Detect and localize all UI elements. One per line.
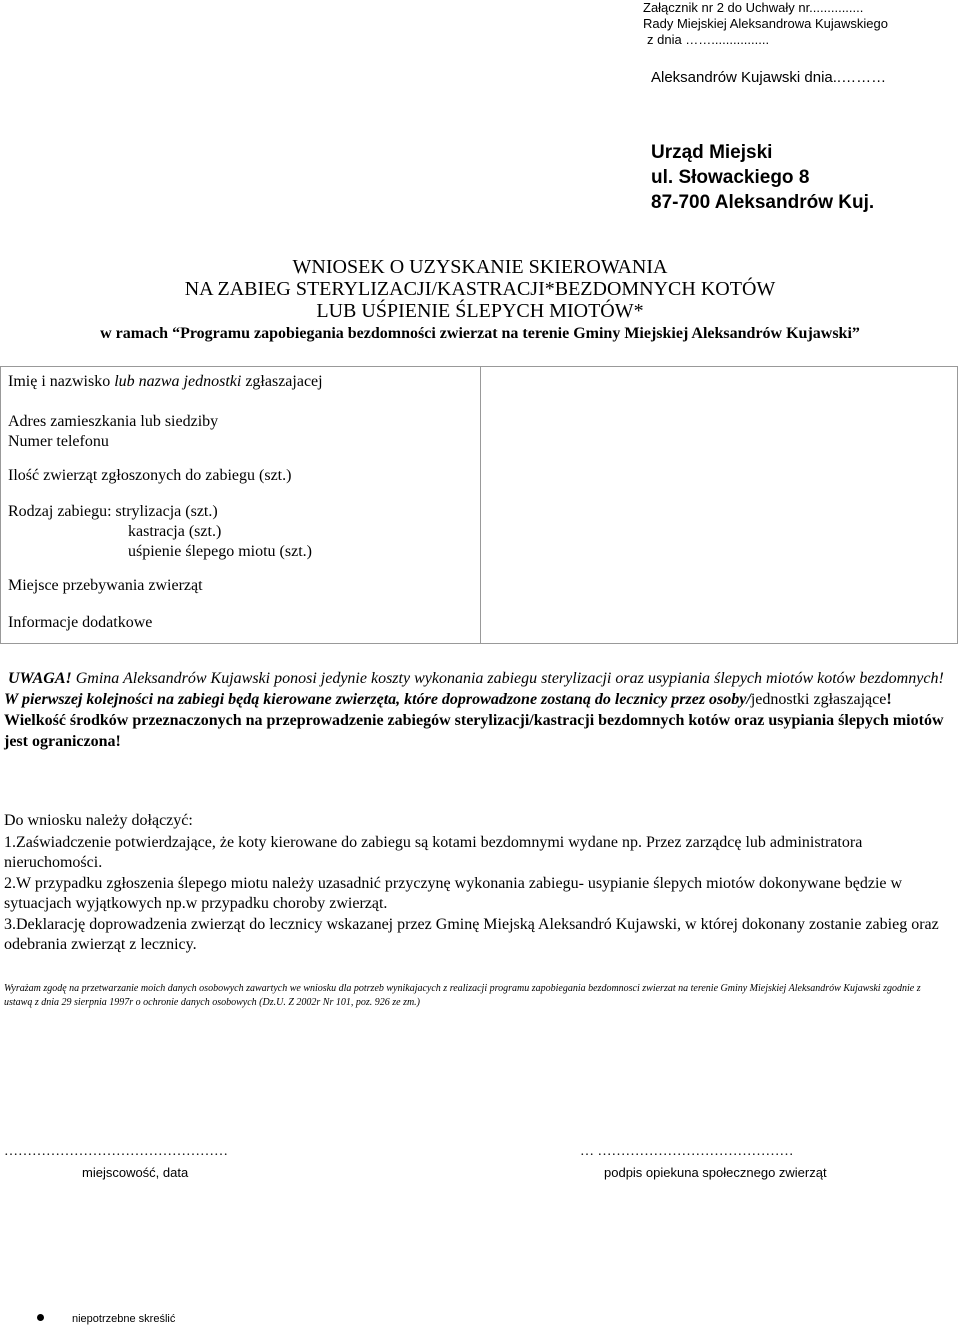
field-applicant-name-suffix: zgłaszajacej [241,373,323,390]
bullet-icon [37,1314,44,1321]
office-address [651,140,874,215]
field-applicant-name-italic: lub nazwa jednostki [114,373,242,390]
field-location-label: Miejsce przebywania zwierząt [8,577,203,594]
office-street: ul. Słowackiego 8 [651,167,810,188]
annex-line-1: Załącznik nr 2 do Uchwały nr............... [643,0,864,15]
document-subtitle: w ramach “Programu zapobiegania bezdomności zwierzat na terenie Gminy Miejskiej Aleksandrów Kujawski” [100,325,860,342]
place-date-signature-label: miejscowość, data [82,1165,189,1180]
guardian-signature-line: … …………………………………… [580,1144,794,1159]
priority-rest: jednostki zgłaszające [750,691,887,708]
field-applicant-name-label: Imię i nazwisko [8,373,115,390]
footnote-text: niepotrzebne skreślić [72,1313,176,1325]
office-city: 87-700 Aleksandrów Kuj. [651,192,875,213]
warning-label: UWAGA! [8,670,72,687]
field-additional-info-label: Informacje dodatkowe [8,614,153,631]
annex-line-3: z dnia ……................ [647,32,770,47]
attachment-item-2: 2.W przypadku zgłoszenia ślepego miotu należy uzasadnić przyczynę wykonania zabiegu- usypianie ślepych miotów dokonywane będzie w sytuacjach wyjątkowych np.w przypadku choroby zwierząt. [4,874,903,912]
funds-paragraph [4,710,944,752]
field-count-label: Ilość zwierząt zgłoszonych do zabiegu (szt.) [8,467,292,484]
annex-line-2: Rady Miejskiej Aleksandrowa Kujawskiego [643,16,888,31]
field-procedure-label: Rodzaj zabiegu: strylizacja (szt.) [8,503,218,520]
priority-text: W pierwszej kolejności na zabiegi będą kierowane zwierzęta, które doprowadzone zostaną do lecznicy przez osoby/ [4,691,751,708]
field-address-label: Adres zamieszkania lub siedziby [8,413,219,430]
guardian-signature-label: podpis opiekuna społecznego zwierząt [604,1165,827,1180]
place-date: Aleksandrów Kujawski dnia..……… [651,69,887,86]
title-line-2: NA ZABIEG STERYLIZACJI/KASTRACJI*BEZDOMNYCH KOTÓW [184,278,776,300]
data-processing-consent: Wyrażam zgodę na przetwarzanie moich danych osobowych zawartych we wniosku dla potrzeb wynikajacych z realizacji programu zapobiegania bezdomnosci zwierzat na terenie Gminy Miejskiej Aleksandrów Kujawski zgodnie z ustawą z dnia 29 sierpnia 1997r o ochronie danych osobowych (Dz.U. Z 2002r Nr 101, poz. 926 ze zm.) [4,983,921,1008]
priority-end: ! [886,691,892,708]
office-name: Urząd Miejski [651,142,773,163]
form-column-divider [480,366,481,644]
attachments-section [4,811,949,956]
attachments-heading: Do wniosku należy dołączyć: [4,812,193,829]
priority-paragraph [4,689,944,710]
annex-header [643,0,888,48]
place-date-signature-line: ………………………………………… [4,1144,228,1159]
attachment-item-1: 1.Zaświadczenie potwierdzające, że koty kierowane do zabiegu są kotami bezdomnymi wydane np. Przez zarządcę lub administratora nieruchomości. [4,833,863,871]
document-title [0,256,960,322]
warning-paragraph [4,668,944,689]
warning-text: Gmina Aleksandrów Kujawski ponosi jedynie koszty wykonania zabiegu sterylizacji oraz usypiania ślepych miotów kotów bezdomnych! [71,670,944,687]
title-line-3: LUB UŚPIENIE ŚLEPYCH MIOTÓW* [316,300,644,322]
field-applicant-name [8,372,323,392]
funds-text: Wielkość środków przeznaczonych na przeprowadzenie zabiegów sterylizacji/kastracji bezdomnych kotów oraz usypiania ślepych miotów jest ograniczona! [4,712,944,750]
footnote [37,1313,175,1325]
field-castration-label: kastracja (szt.) [128,523,222,540]
title-line-1: WNIOSEK O UZYSKANIE SKIEROWANIA [292,256,668,278]
field-phone-label: Numer telefonu [8,433,109,450]
notice-section [4,668,944,752]
field-euthanasia-label: uśpienie ślepego miotu (szt.) [128,543,312,560]
attachment-item-3: 3.Deklarację doprowadzenia zwierząt do lecznicy wskazanej przez Gminę Miejską Aleksandró Kujawski, w której dokonany zostanie zabieg oraz odebrania zwierząt z lecznicy. [4,915,939,953]
